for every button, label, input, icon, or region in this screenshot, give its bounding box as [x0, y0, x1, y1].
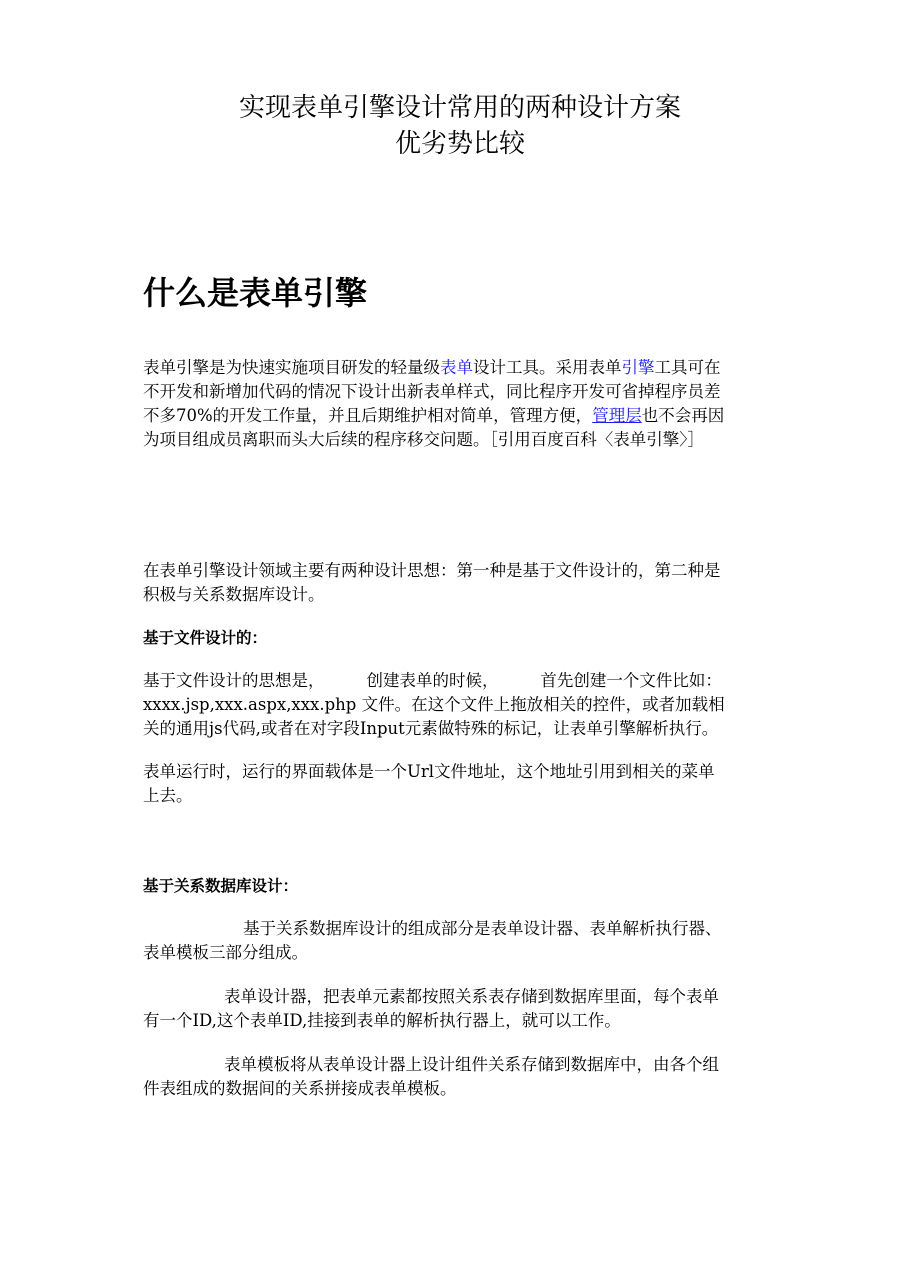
text: 不开发和新增加代码的情况下设计出新表单样式，同比程序开发可省掉程序员差 [143, 382, 721, 401]
file-p1-line: 关的通用js代码,或者在对字段Input元素做特殊的标记，让表单引擎解析执行。 [143, 719, 719, 738]
file-p2-line: 上去。 [143, 786, 193, 805]
db-p3-line: 件表组成的数据间的关系拼接成表单模板。 [143, 1079, 457, 1098]
db-p1-line: 基于关系数据库设计的组成部分是表单设计器、表单解析执行器、 [243, 919, 722, 938]
db-section-heading: 基于关系数据库设计： [143, 877, 299, 895]
text: 也不会再因 [641, 406, 725, 425]
file-section-heading: 基于文件设计的： [143, 629, 268, 647]
overview-line: 积极与关系数据库设计。 [143, 585, 325, 604]
doc-title-line2: 优劣势比较 [394, 129, 525, 159]
text: 工具可在 [654, 358, 721, 377]
overview-line: 在表单引擎设计领域主要有两种设计思想：第一种是基于文件设计的，第二种是 [143, 561, 721, 580]
file-p2-line: 表单运行时，运行的界面载体是一个Url文件地址，这个地址引用到相关的菜单 [143, 762, 715, 781]
text: 不多70%的开发工作量，并且后期维护相对简单，管理方便， [143, 406, 593, 425]
link-management[interactable]: 管理层 [592, 406, 642, 425]
db-p3-line: 表单模板将从表单设计器上设计组件关系存储到数据库中，由各个组 [224, 1055, 719, 1074]
db-p2-line: 有一个ID,这个表单ID,挂接到表单的解析执行器上，就可以工作。 [143, 1011, 621, 1030]
db-p2-line: 表单设计器，把表单元素都按照关系表存储到数据库里面，每个表单 [224, 987, 719, 1006]
db-p1-line: 表单模板三部分组成。 [143, 943, 308, 962]
section-heading: 什么是表单引擎 [143, 274, 368, 312]
text: 表单引擎是为快速实施项目研发的轻量级 [143, 358, 440, 377]
link-engine[interactable]: 引擎 [621, 358, 655, 377]
text: 为项目组成员离职而头大后续的程序移交问题。［引用百度百科〈表单引擎〉］ [143, 430, 704, 449]
text: 设计工具。采用表单 [473, 358, 622, 377]
doc-title-line1: 实现表单引擎设计常用的两种设计方案 [238, 93, 681, 123]
link-form[interactable]: 表单 [440, 358, 473, 377]
file-p1-line: 基于文件设计的思想是， 创建表单的时候， 首先创建一个文件比如： [143, 671, 722, 690]
file-p1-line: xxxx.jsp,xxx.aspx,xxx.php 文件。在这个文件上拖放相关的控件，或者加载相 [143, 695, 725, 714]
